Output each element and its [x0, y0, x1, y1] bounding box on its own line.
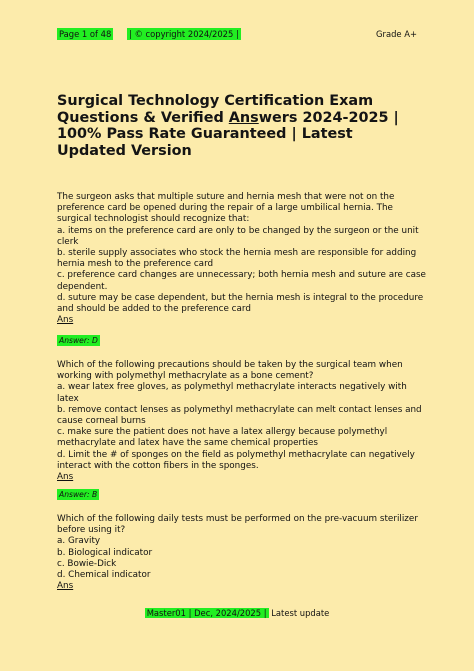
- question-3: [57, 514, 427, 592]
- page-footer: [0, 607, 474, 619]
- option-d: d. Limit the # of sponges on the field as polymethyl methacrylate can negatively interact with the cotton fibers in the sponges.: [57, 449, 415, 471]
- option-b: b. sterile supply associates who stock the hernia mesh are responsible for adding hernia mesh to the preference card: [57, 248, 417, 270]
- ans-link[interactable]: Ans: [57, 315, 74, 326]
- option-d: d. Chemical indicator: [57, 570, 151, 581]
- option-a: a. Gravity: [57, 536, 101, 547]
- option-b: b. remove contact lenses as polymethyl methacrylate can melt contact lenses and cause corneal burns: [57, 404, 422, 427]
- question-text: The surgeon asks that multiple suture and hernia mesh that were not on the preference card be opened during the repair of a large umbilical hernia. The surgical technologist should recognize that:: [57, 192, 395, 225]
- answer-badge-1: Answer: D: [59, 336, 98, 345]
- grade-label: Grade A+: [376, 29, 417, 39]
- option-a: a. wear latex free gloves, as polymethyl methacrylate interacts negatively with latex: [57, 382, 407, 404]
- copyright-notice: | © copyright 2024/2025 |: [129, 29, 239, 39]
- question-1: [57, 192, 427, 326]
- question-text: Which of the following daily tests must be performed on the pre-vacuum sterilizer before using it?: [57, 514, 418, 536]
- question-2: [57, 360, 427, 483]
- ans-link[interactable]: Ans: [57, 472, 74, 483]
- question-text: Which of the following precautions should be taken by the surgical team when working with polymethyl methacrylate as a bone cement?: [57, 360, 403, 382]
- option-c: c. preference card changes are unnecessary; both hernia mesh and suture are case dependent.: [57, 270, 426, 292]
- document-title: [57, 93, 422, 159]
- option-c: c. make sure the patient does not have a latex allergy because polymethyl methacrylate and latex have the same chemical properties: [57, 427, 388, 449]
- title-underlined: Ans: [228, 109, 259, 126]
- title-part-1: Surgical Technology Certification Exam Questions & Verified: [57, 93, 374, 126]
- footer-update: Latest update: [268, 608, 330, 618]
- title-part-2: wers 2024-2025 | 100% Pass Rate Guaranteed | Latest Updated Version: [57, 109, 399, 159]
- option-b: b. Biological indicator: [57, 547, 153, 558]
- option-d: d. suture may be case dependent, but the hernia mesh is integral to the procedure and should be added to the preference card: [57, 292, 424, 315]
- option-a: a. items on the preference card are only to be changed by the surgeon or the unit clerk: [57, 225, 419, 247]
- page-number: Page 1 of 48: [59, 29, 112, 39]
- answer-badge-2: Answer: B: [59, 490, 98, 499]
- option-c: c. Bowie-Dick: [57, 558, 117, 569]
- page-header: [57, 28, 417, 40]
- footer-version: Master01 | Dec, 2024/2025 |: [146, 608, 267, 618]
- ans-link[interactable]: Ans: [57, 581, 74, 592]
